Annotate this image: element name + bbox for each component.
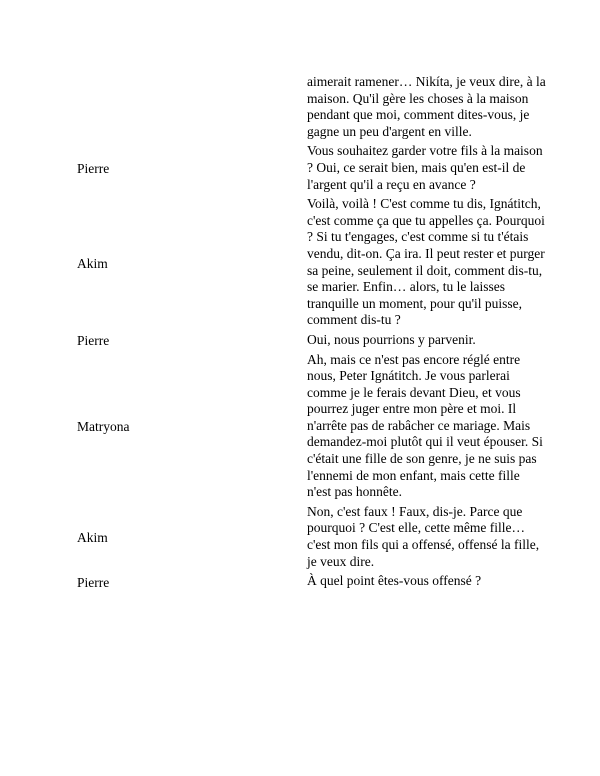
speaker-name: Pierre (77, 333, 110, 349)
speaker-name: Pierre (77, 574, 110, 590)
speaker-name: Akim (77, 530, 108, 546)
dialogue-line: Voilà, voilà ! C'est comme tu dis, Ignátitch, c'est comme ça que tu appelles ça. Pourquoi ? Si tu t'engages, c'est comme si tu t'étais vendu, dit-on. Ça ira. Il peut rester et purger sa peine, seulement il doit, comment dis-tu, se marier. Enfin… alors, tu le laisses tranquille un moment, pour qu'il puisse, comment dis-tu ? (307, 196, 545, 328)
speaker-name: Pierre (77, 161, 110, 177)
dialogue-row (70, 332, 547, 352)
speaker-name: Matryona (77, 419, 130, 435)
dialogue-row (70, 504, 547, 573)
dialogue-table (70, 74, 547, 593)
dialogue-line: Oui, nous pourrions y parvenir. (307, 331, 476, 347)
dialogue-row (70, 143, 547, 196)
speaker-name: Akim (77, 255, 108, 271)
dialogue-line: Vous souhaitez garder votre fils à la maison ? Oui, ce serait bien, mais qu'en est-il de l'argent qu'il a reçu en avance ? (307, 143, 543, 192)
dialogue-line: aimerait ramener… Nikíta, je veux dire, à la maison. Qu'il gère les choses à la maison pendant que moi, comment dites-vous, je gagne un peu d'argent en ville. (307, 74, 546, 139)
dialogue-row (70, 573, 547, 593)
speaker-name (70, 74, 307, 143)
dialogue-line: Non, c'est faux ! Faux, dis-je. Parce que pourquoi ? C'est elle, cette même fille… c'est mon fils qui a offensé, offensé la fille, je veux dire. (307, 503, 540, 569)
dialogue-row (70, 352, 547, 504)
dialogue-line: Ah, mais ce n'est pas encore réglé entre nous, Peter Ignátitch. Je vous parlerai comme je le ferais devant Dieu, et vous pourrez juger entre mon père et moi. Il n'arrête pas de rabâcher ce mariage. Mais demandez-moi plutôt qui il veut épouser. Si c'était une fille de son genre, je ne suis pas l'ennemi de mon enfant, mais cette fille n'est pas honnête. (307, 351, 543, 500)
dialogue-row (70, 196, 547, 332)
dialogue-line: À quel point êtes-vous offensé ? (307, 573, 482, 589)
dialogue-row (70, 74, 547, 143)
